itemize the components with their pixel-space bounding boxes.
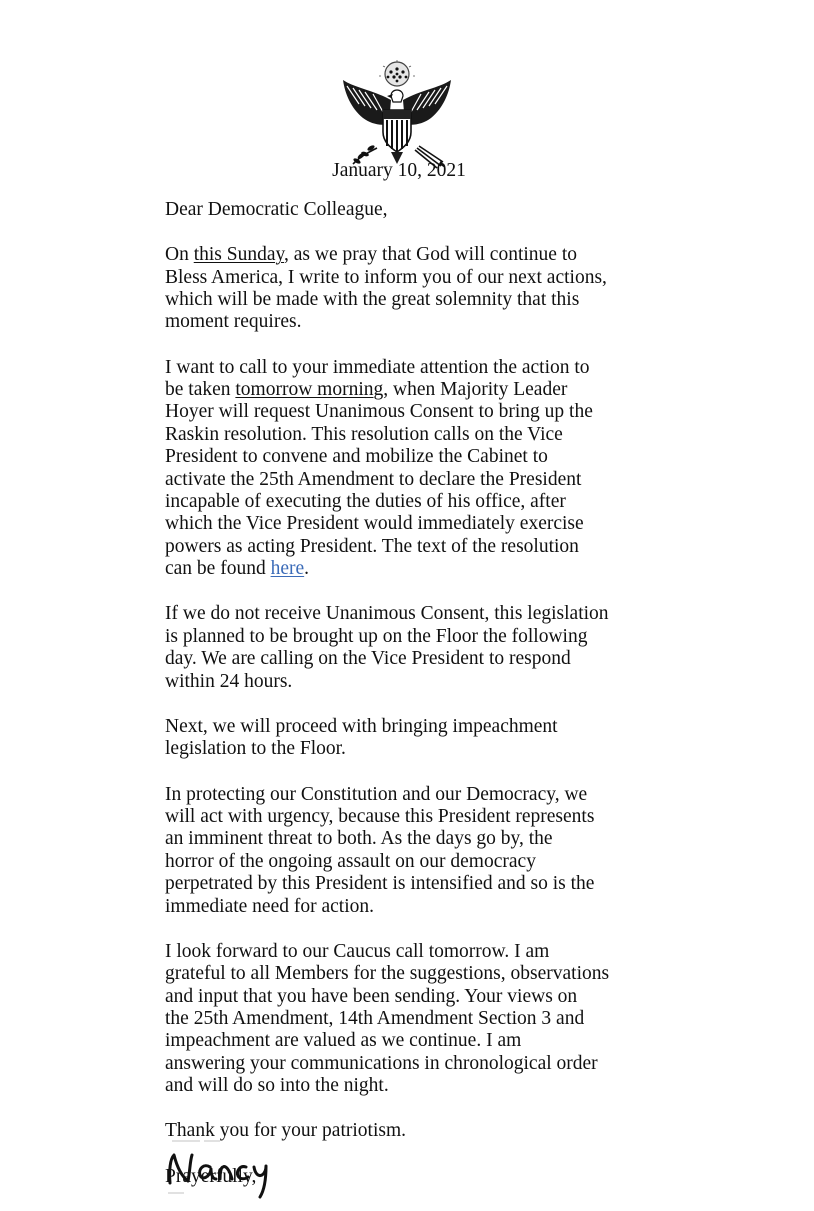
text-line: If we do not receive Unanimous Consent, this legislation	[165, 603, 609, 625]
text-line: day. We are calling on the Vice President to respond	[165, 648, 571, 670]
letter-date: January 10, 2021	[332, 160, 466, 181]
paragraph-2	[165, 357, 645, 581]
text-line: powers as acting President. The text of the resolution	[165, 535, 579, 557]
text-line: perpetrated by this President is intensified and so is the	[165, 873, 595, 895]
text-line: can be found here.	[165, 558, 310, 580]
paragraph-3	[165, 603, 645, 693]
text-line: I look forward to our Caucus call tomorrow. I am	[165, 940, 550, 962]
text-line: President to convene and mobilize the Cabinet to	[165, 446, 548, 468]
text-line: will act with urgency, because this President represents	[165, 805, 595, 827]
letter-body	[165, 199, 645, 1211]
text-line: I want to call to your immediate attention the action to	[165, 356, 590, 378]
paragraph-5	[165, 784, 645, 918]
closing: Prayerfully,	[165, 1165, 257, 1187]
signature	[160, 1133, 310, 1200]
text-line: which the Vice President would immediately exercise	[165, 513, 584, 535]
text-line: In protecting our Constitution and our Democracy, we	[165, 783, 588, 805]
text-line: the 25th Amendment, 14th Amendment Section 3 and	[165, 1007, 585, 1029]
text-line: moment requires.	[165, 311, 302, 333]
text-line: impeachment are valued as we continue. I am	[165, 1030, 522, 1052]
text-line: Next, we will proceed with bringing impeachment	[165, 715, 558, 737]
text-line: an imminent threat to both. As the days go by, the	[165, 828, 553, 850]
text-line: answering your communications in chronological order	[165, 1052, 598, 1074]
text-line: On this Sunday, as we pray that God will continue to	[165, 244, 577, 266]
text-line: horror of the ongoing assault on our democracy	[165, 850, 536, 872]
paragraph-6	[165, 941, 645, 1098]
salutation: Dear Democratic Colleague,	[165, 199, 388, 220]
paragraph-1	[165, 244, 645, 334]
thanks: Thank you for your patriotism.	[165, 1120, 406, 1142]
text-line: and will do so into the night.	[165, 1075, 389, 1097]
text-line: Raskin resolution. This resolution calls on the Vice	[165, 423, 563, 445]
text-line: be taken tomorrow morning, when Majority Leader	[165, 379, 568, 401]
paragraph-4	[165, 716, 645, 761]
text-line: and input that you have been sending. Your views on	[165, 985, 578, 1007]
text-line: legislation to the Floor.	[165, 738, 346, 760]
resolution-link[interactable]: here	[270, 558, 305, 580]
text-line: immediate need for action.	[165, 895, 374, 917]
text-line: within 24 hours.	[165, 670, 293, 692]
text-line: activate the 25th Amendment to declare the President	[165, 468, 582, 490]
text-line: which will be made with the great solemnity that this	[165, 289, 580, 311]
text-line: Hoyer will request Unanimous Consent to bring up the	[165, 401, 593, 423]
text-line: incapable of executing the duties of his office, after	[165, 491, 566, 513]
text-line: is planned to be brought up on the Floor the following	[165, 625, 588, 647]
text-line: grateful to all Members for the suggestions, observations	[165, 963, 610, 985]
text-line: Bless America, I write to inform you of our next actions,	[165, 266, 607, 288]
